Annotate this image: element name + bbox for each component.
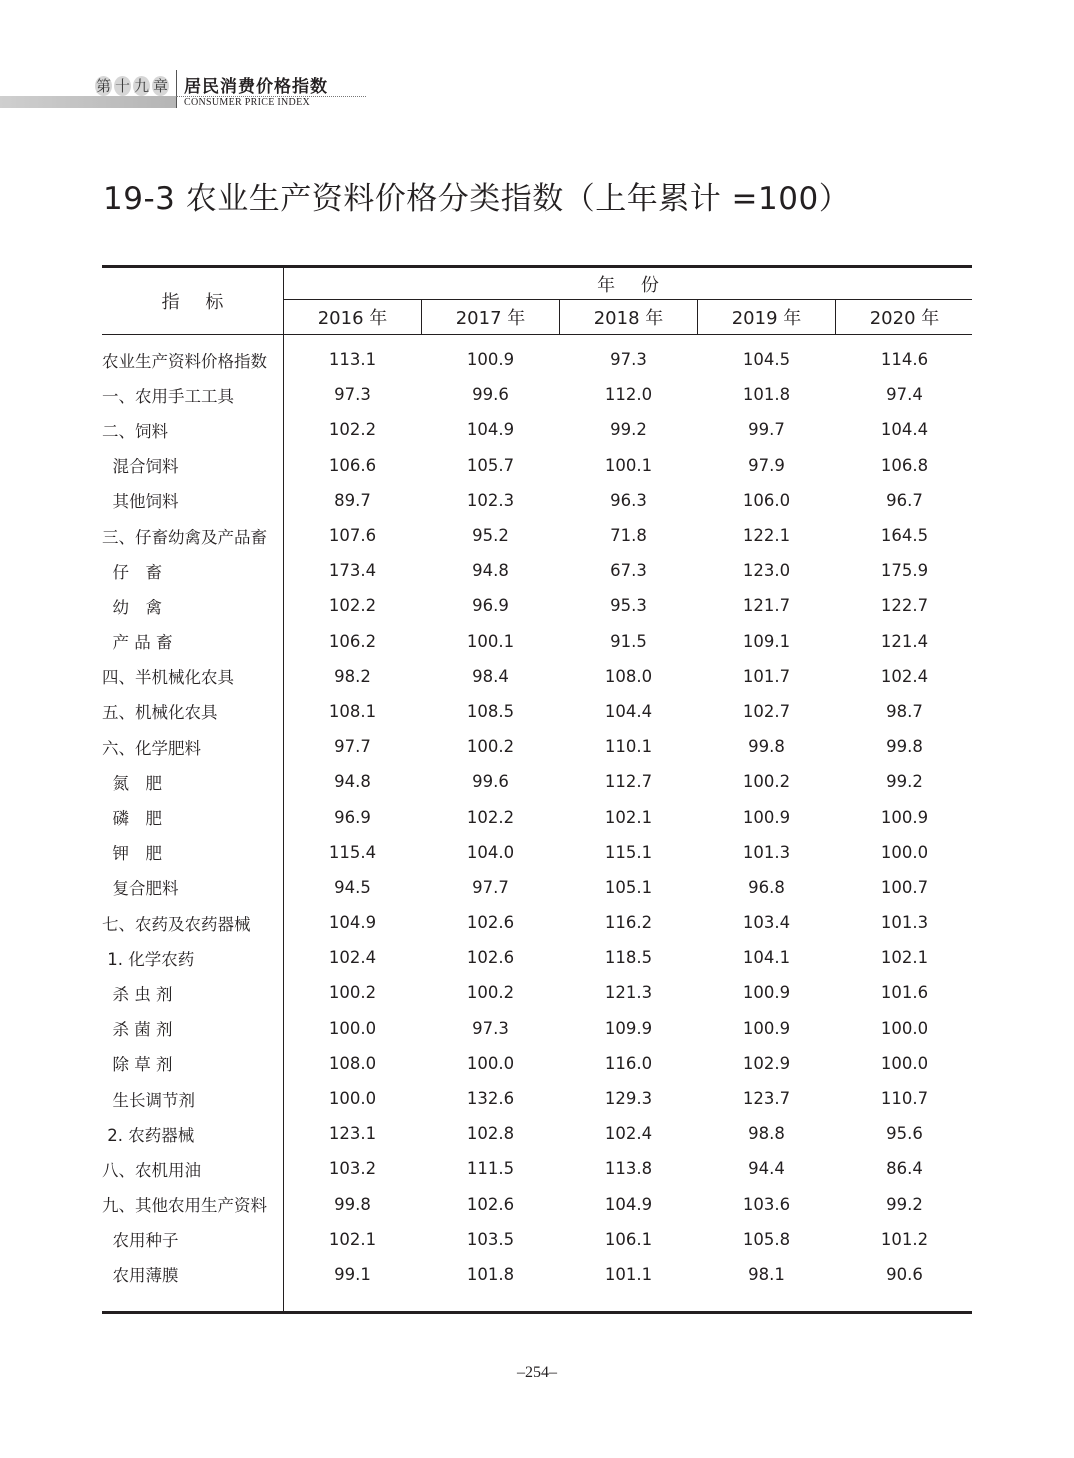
row-label: 1. 化学农药 — [102, 949, 195, 969]
table-cell: 98.7 — [886, 701, 923, 721]
table-row — [102, 729, 972, 764]
table-cell: 96.9 — [472, 596, 509, 616]
table-cell: 106.6 — [328, 455, 377, 475]
table-cell: 132.6 — [466, 1089, 515, 1109]
table-cell: 98.8 — [748, 1124, 785, 1144]
table-cell: 111.5 — [466, 1159, 515, 1179]
table-row — [102, 518, 972, 553]
table-cell: 102.2 — [328, 420, 377, 440]
table-cell: 86.4 — [886, 1159, 923, 1179]
table-cell: 91.5 — [610, 631, 647, 651]
table-row — [102, 342, 972, 377]
table-cell: 99.1 — [334, 1264, 371, 1284]
table-cell: 123.0 — [742, 561, 791, 581]
table-cell: 104.9 — [604, 1194, 653, 1214]
table-cell: 102.6 — [466, 948, 515, 968]
year-header-2018: 2018 年 — [593, 308, 664, 329]
table-row — [102, 940, 972, 975]
table-header-rule — [102, 334, 972, 335]
table-cell: 104.5 — [742, 350, 791, 370]
row-label: 仔 畜 — [102, 562, 162, 582]
row-label: 四、半机械化农具 — [102, 668, 234, 688]
table-cell: 95.2 — [472, 526, 509, 546]
row-label: 八、农机用油 — [102, 1160, 201, 1180]
table-cell: 99.8 — [886, 737, 923, 757]
table-cell: 129.3 — [604, 1089, 653, 1109]
table-cell: 71.8 — [610, 526, 647, 546]
table-cell: 100.2 — [466, 737, 515, 757]
row-label: 复合肥料 — [102, 879, 179, 899]
row-label: 产 品 畜 — [102, 633, 173, 653]
table-cell: 102.2 — [466, 807, 515, 827]
table-cell: 123.7 — [742, 1089, 791, 1109]
table-cell: 110.7 — [880, 1089, 929, 1109]
row-label: 氮 肥 — [102, 773, 162, 793]
table-cell: 100.0 — [880, 1018, 929, 1038]
table-cell: 98.2 — [334, 666, 371, 686]
table-cell: 100.9 — [466, 350, 515, 370]
table-row — [102, 624, 972, 659]
table-cell: 100.2 — [742, 772, 791, 792]
row-label: 九、其他农用生产资料 — [102, 1196, 267, 1216]
table-cell: 115.1 — [604, 842, 653, 862]
table-row — [102, 835, 972, 870]
table-cell: 100.7 — [880, 877, 929, 897]
row-label: 农用种子 — [102, 1231, 179, 1251]
table-cell: 113.1 — [328, 350, 377, 370]
table-cell: 97.3 — [472, 1018, 509, 1038]
header-divider — [176, 70, 177, 108]
table-cell: 102.2 — [328, 596, 377, 616]
table-row — [102, 1011, 972, 1046]
table-cell: 112.0 — [604, 385, 653, 405]
table-cell: 100.0 — [328, 1089, 377, 1109]
row-label: 磷 肥 — [102, 809, 162, 829]
table-cell: 102.4 — [880, 666, 929, 686]
row-label: 生长调节剂 — [102, 1090, 195, 1110]
table-cell: 104.4 — [604, 701, 653, 721]
table-cell: 100.9 — [742, 1018, 791, 1038]
table-row — [102, 483, 972, 518]
table-cell: 107.6 — [328, 526, 377, 546]
table-cell: 102.9 — [742, 1053, 791, 1073]
table-cell: 100.1 — [604, 455, 653, 475]
table-cell: 164.5 — [880, 526, 929, 546]
table-cell: 118.5 — [604, 948, 653, 968]
table-cell: 103.6 — [742, 1194, 791, 1214]
chapter-char: 章 — [152, 77, 168, 95]
table-cell: 98.1 — [748, 1264, 785, 1284]
table-cell: 113.8 — [604, 1159, 653, 1179]
table-cell: 114.6 — [880, 350, 929, 370]
table-cell: 97.9 — [748, 455, 785, 475]
table-cell: 106.8 — [880, 455, 929, 475]
table-cell: 175.9 — [880, 561, 929, 581]
table-bottom-rule — [102, 1311, 972, 1314]
table-row — [102, 764, 972, 799]
table-cell: 108.0 — [604, 666, 653, 686]
row-label: 杀 虫 剂 — [102, 984, 173, 1004]
table-cell: 101.8 — [466, 1264, 515, 1284]
table-row — [102, 659, 972, 694]
table-cell: 105.7 — [466, 455, 515, 475]
table-cell: 121.4 — [880, 631, 929, 651]
table-cell: 104.9 — [328, 913, 377, 933]
table-row — [102, 1257, 972, 1292]
table-cell: 100.1 — [466, 631, 515, 651]
table-cell: 101.2 — [880, 1229, 929, 1249]
table-cell: 100.2 — [466, 983, 515, 1003]
row-label: 农业生产资料价格指数 — [102, 351, 267, 371]
table-cell: 100.9 — [742, 983, 791, 1003]
table-cell: 122.7 — [880, 596, 929, 616]
table-cell: 99.8 — [334, 1194, 371, 1214]
table-row — [102, 553, 972, 588]
page-title: 19-3 农业生产资料价格分类指数（上年累计 =100） — [103, 181, 851, 217]
table-cell: 101.7 — [742, 666, 791, 686]
table-cell: 67.3 — [610, 561, 647, 581]
row-label: 其他饲料 — [102, 492, 179, 512]
table-cell: 94.8 — [334, 772, 371, 792]
table-cell: 116.2 — [604, 913, 653, 933]
table-cell: 102.8 — [466, 1124, 515, 1144]
table-cell: 115.4 — [328, 842, 377, 862]
table-cell: 102.3 — [466, 490, 515, 510]
table-cell: 100.9 — [742, 807, 791, 827]
table-body — [102, 342, 972, 1292]
row-label: 一、农用手工工具 — [102, 386, 234, 406]
table-cell: 95.3 — [610, 596, 647, 616]
table-cell: 104.4 — [880, 420, 929, 440]
row-label: 混合饲料 — [102, 457, 179, 477]
year-header-2020: 2020 年 — [869, 308, 940, 329]
table-cell: 104.9 — [466, 420, 515, 440]
table-cell: 99.8 — [748, 737, 785, 757]
table-row — [102, 377, 972, 412]
row-label: 2. 农药器械 — [102, 1125, 195, 1145]
table-cell: 109.1 — [742, 631, 791, 651]
page-number: –254– — [517, 1364, 557, 1381]
table-cell: 108.0 — [328, 1053, 377, 1073]
table-cell: 90.6 — [886, 1264, 923, 1284]
table-cell: 102.6 — [466, 913, 515, 933]
table-cell: 94.4 — [748, 1159, 785, 1179]
table-cell: 106.1 — [604, 1229, 653, 1249]
year-header-2016: 2016 年 — [317, 308, 388, 329]
table-cell: 173.4 — [328, 561, 377, 581]
running-header-title: 居民消费价格指数 — [184, 77, 328, 97]
table-cell: 110.1 — [604, 737, 653, 757]
table-cell: 101.3 — [742, 842, 791, 862]
table-cell: 121.3 — [604, 983, 653, 1003]
table-row — [102, 694, 972, 729]
table-row — [102, 1081, 972, 1116]
table-row — [102, 905, 972, 940]
table-cell: 100.0 — [880, 842, 929, 862]
year-group-header: 年 份 — [597, 274, 669, 296]
table-row — [102, 799, 972, 834]
row-label: 三、仔畜幼禽及产品畜 — [102, 527, 267, 547]
table-row — [102, 448, 972, 483]
table-cell: 103.5 — [466, 1229, 515, 1249]
table-cell: 101.1 — [604, 1264, 653, 1284]
table-cell: 123.1 — [328, 1124, 377, 1144]
table-cell: 105.8 — [742, 1229, 791, 1249]
running-header-subtitle: CONSUMER PRICE INDEX — [184, 97, 311, 108]
table-cell: 99.6 — [472, 385, 509, 405]
table-cell: 101.6 — [880, 983, 929, 1003]
table-row — [102, 1222, 972, 1257]
table-cell: 97.3 — [334, 385, 371, 405]
table-cell: 97.3 — [610, 350, 647, 370]
row-label: 除 草 剂 — [102, 1055, 173, 1075]
row-label: 二、饲料 — [102, 421, 168, 441]
table-cell: 105.1 — [604, 877, 653, 897]
row-label: 杀 菌 剂 — [102, 1020, 173, 1040]
table-cell: 96.3 — [610, 490, 647, 510]
table-cell: 94.8 — [472, 561, 509, 581]
table-cell: 96.9 — [334, 807, 371, 827]
table-row — [102, 412, 972, 447]
table-cell: 112.7 — [604, 772, 653, 792]
table-cell: 108.1 — [328, 701, 377, 721]
table-cell: 101.8 — [742, 385, 791, 405]
table-cell: 109.9 — [604, 1018, 653, 1038]
table-cell: 94.5 — [334, 877, 371, 897]
table-cell: 97.7 — [334, 737, 371, 757]
table-cell: 98.4 — [472, 666, 509, 686]
table-cell: 99.2 — [886, 1194, 923, 1214]
table-cell: 103.4 — [742, 913, 791, 933]
table-cell: 122.1 — [742, 526, 791, 546]
table-row — [102, 1116, 972, 1151]
table-row — [102, 1187, 972, 1222]
year-header-2019: 2019 年 — [731, 308, 802, 329]
table-cell: 100.0 — [328, 1018, 377, 1038]
table-cell: 103.2 — [328, 1159, 377, 1179]
table-cell: 99.6 — [472, 772, 509, 792]
table-cell: 116.0 — [604, 1053, 653, 1073]
row-label: 六、化学肥料 — [102, 738, 201, 758]
chapter-char: 第 — [95, 77, 111, 95]
table-cell: 96.7 — [886, 490, 923, 510]
table-cell: 102.6 — [466, 1194, 515, 1214]
table-row — [102, 1151, 972, 1186]
table-cell: 106.2 — [328, 631, 377, 651]
table-cell: 99.2 — [610, 420, 647, 440]
table-cell: 97.4 — [886, 385, 923, 405]
table-cell: 100.2 — [328, 983, 377, 1003]
table-cell: 100.9 — [880, 807, 929, 827]
chapter-char: 九 — [133, 77, 149, 95]
row-label: 七、农药及农药器械 — [102, 914, 251, 934]
table-cell: 104.1 — [742, 948, 791, 968]
table-cell: 89.7 — [334, 490, 371, 510]
year-header-2017: 2017 年 — [455, 308, 526, 329]
table-cell: 101.3 — [880, 913, 929, 933]
row-label: 五、机械化农具 — [102, 703, 218, 723]
stub-header: 指 标 — [161, 292, 234, 313]
table-cell: 102.7 — [742, 701, 791, 721]
table-cell: 102.1 — [880, 948, 929, 968]
chapter-char: 十 — [114, 77, 130, 95]
table-cell: 106.0 — [742, 490, 791, 510]
table-cell: 99.2 — [886, 772, 923, 792]
table-cell: 102.4 — [328, 948, 377, 968]
row-label: 钾 肥 — [102, 844, 162, 864]
table-cell: 96.8 — [748, 877, 785, 897]
table-row — [102, 1046, 972, 1081]
table-cell: 102.4 — [604, 1124, 653, 1144]
table-cell: 100.0 — [880, 1053, 929, 1073]
table-cell: 108.5 — [466, 701, 515, 721]
table-cell: 100.0 — [466, 1053, 515, 1073]
table-cell: 104.0 — [466, 842, 515, 862]
table-cell: 102.1 — [604, 807, 653, 827]
table-row — [102, 588, 972, 623]
chapter-label — [92, 74, 172, 98]
row-label: 幼 禽 — [102, 597, 162, 617]
table-cell: 99.7 — [748, 420, 785, 440]
table-cell: 97.7 — [472, 877, 509, 897]
table-cell: 121.7 — [742, 596, 791, 616]
table-row — [102, 975, 972, 1010]
table-row — [102, 870, 972, 905]
table-cell: 95.6 — [886, 1124, 923, 1144]
table-cell: 102.1 — [328, 1229, 377, 1249]
row-label: 农用薄膜 — [102, 1266, 179, 1286]
